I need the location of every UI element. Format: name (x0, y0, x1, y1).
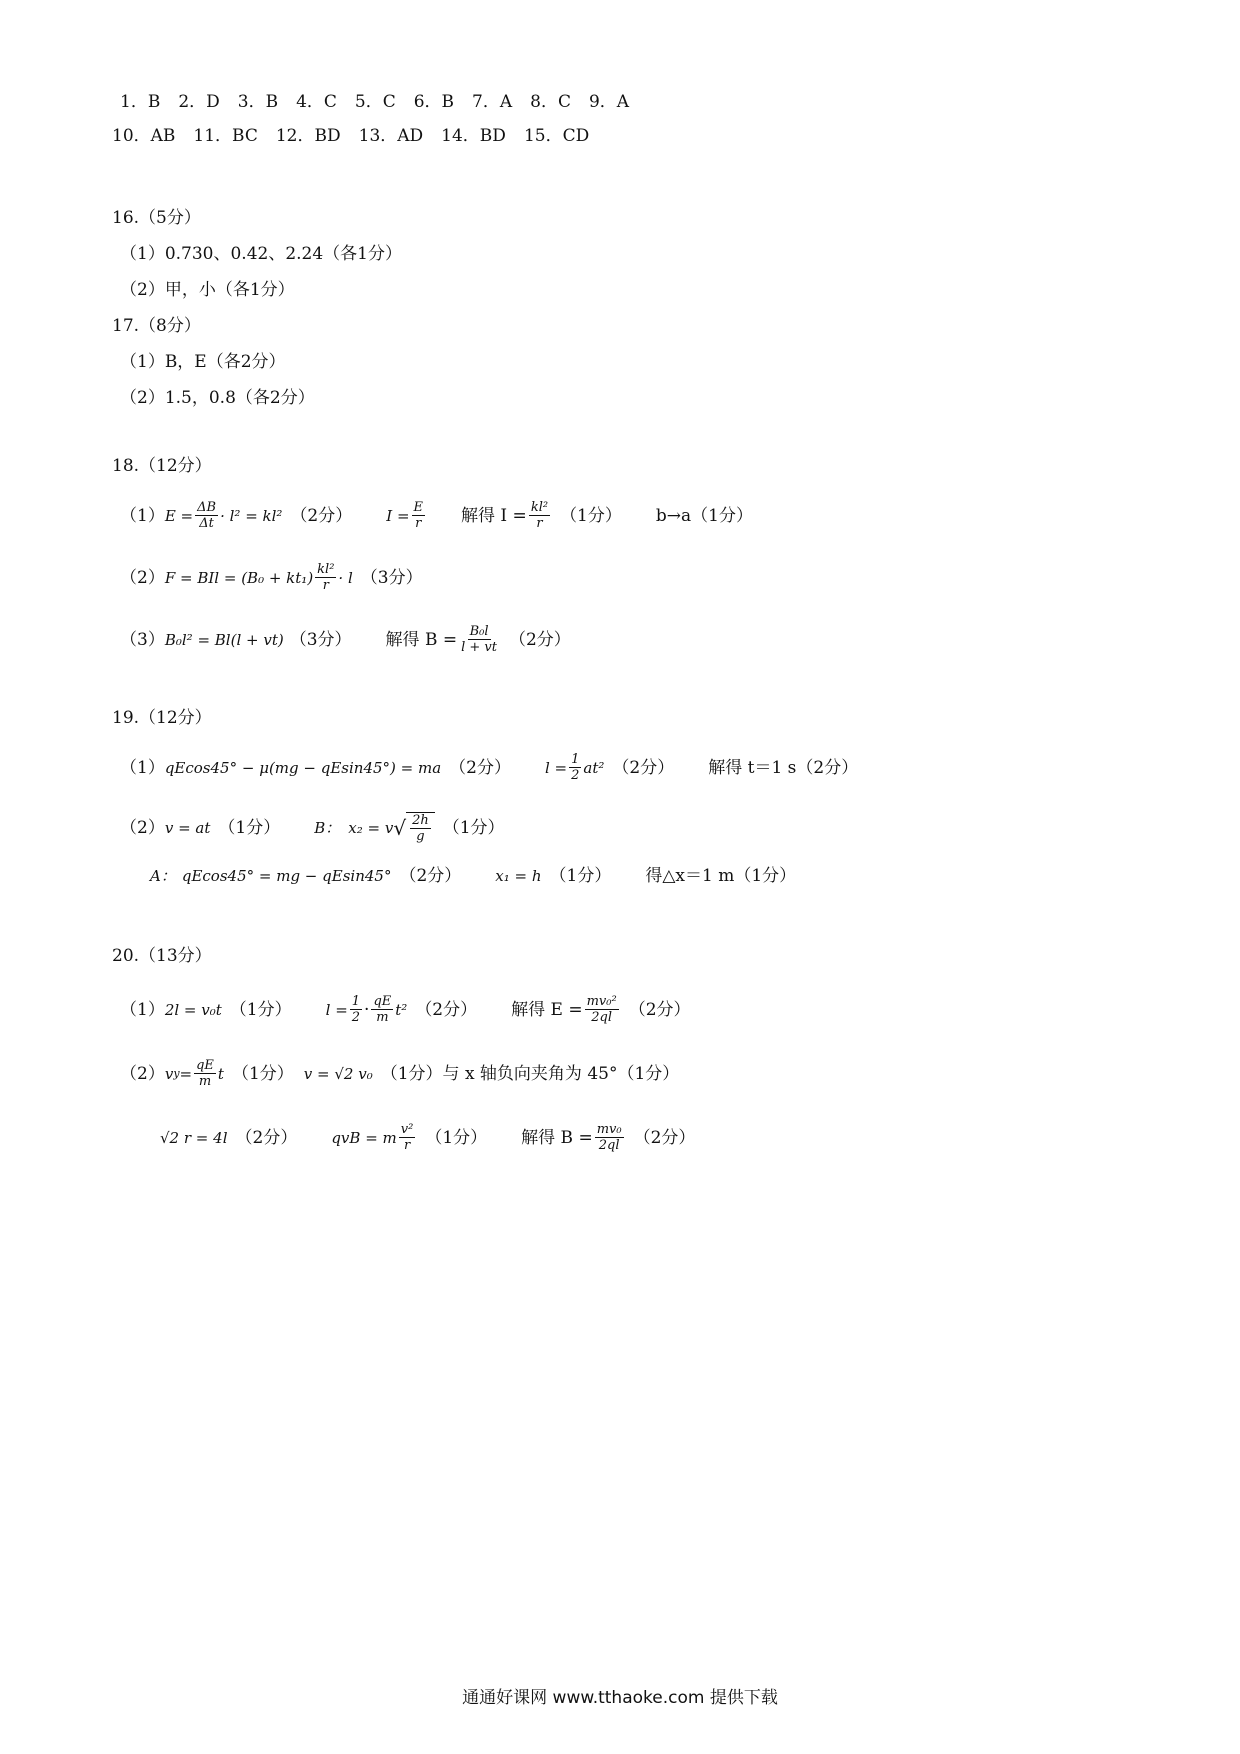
denominator: 2ql (591, 1010, 613, 1025)
part-label: （1） (120, 999, 165, 1020)
numerator: E (413, 500, 424, 515)
score: （1分） (231, 1063, 294, 1084)
score: （2分） (399, 866, 462, 886)
score: （1分） (560, 505, 622, 526)
equation: · l (338, 568, 353, 587)
part-label: （2） (120, 567, 165, 588)
equation: x₁ = h (495, 867, 542, 885)
mc-answer: 13．AD (358, 126, 424, 146)
q16-line-1: （1）0.730、0.42、2.24（各1分） (120, 244, 403, 264)
equation: 2l = v₀t (164, 1000, 222, 1019)
mc-answer: 5．C (354, 92, 396, 112)
denominator: g (416, 829, 425, 844)
mc-answer: 1．B (120, 92, 161, 112)
denominator: r (536, 516, 543, 531)
fraction (459, 624, 499, 655)
fraction (569, 752, 581, 783)
mc-row-2 (112, 124, 607, 148)
fraction (350, 994, 362, 1025)
denominator: 2 (351, 1010, 361, 1025)
current-direction: b→a（1分） (655, 505, 753, 526)
denominator: r (403, 1138, 411, 1153)
mc-answer: 12．BD (275, 126, 341, 146)
mc-answer: 8．C (530, 92, 571, 112)
denominator: m (376, 1010, 389, 1025)
q20-part-2 (120, 1058, 679, 1089)
equation: at² (583, 758, 605, 777)
score: （3分） (289, 629, 352, 650)
label-a: A： (150, 867, 176, 885)
mc-answer: 11．BC (193, 126, 258, 146)
part-label: （3） (120, 629, 165, 650)
mc-answer: 10．AB (112, 126, 176, 146)
part-label: （2） (120, 818, 165, 838)
q20-heading: 20.（13分） (112, 946, 212, 966)
numerator: kl² (317, 562, 335, 577)
equation: t² (395, 1000, 408, 1019)
equation: qEcos45° = mg − qEsin45° (181, 867, 392, 885)
score: （1分） (425, 1127, 488, 1148)
mc-answer: 14．BD (441, 126, 506, 146)
fraction (194, 1058, 216, 1089)
part-label: （1） (120, 757, 165, 778)
mc-answer: 3．B (237, 92, 279, 112)
score: （2分） (449, 757, 511, 778)
numerator: mv₀² (586, 994, 617, 1009)
score: （2分） (415, 999, 478, 1020)
mc-answer: 15．CD (523, 126, 590, 146)
score: （2分） (290, 505, 353, 526)
equation: E = (164, 506, 194, 525)
score: （3分） (360, 567, 423, 588)
q18-heading: 18.（12分） (112, 456, 212, 476)
score-and-angle: （1分）与 x 轴负向夹角为 45°（1分） (380, 1063, 680, 1084)
score: （2分） (612, 757, 675, 778)
equation: v = at (164, 819, 211, 837)
numerator: B₀l (469, 624, 489, 639)
label-b: B： (314, 819, 341, 837)
q19-part-2 (120, 812, 505, 844)
q18-part-2 (120, 562, 423, 593)
mc-answer: 4．C (296, 92, 337, 112)
fraction (399, 1122, 416, 1153)
part-label: （2） (120, 1063, 165, 1084)
score: （1分） (549, 866, 612, 886)
q19-part-1 (120, 752, 858, 783)
mc-answer: 7．A (472, 92, 513, 112)
solution-label: 解得 B = (385, 629, 458, 650)
fraction (410, 813, 431, 844)
score: （1分） (218, 818, 281, 838)
equation: x₂ = v (348, 819, 394, 837)
q19-heading: 19.（12分） (112, 708, 212, 728)
q20-part-2-line-2 (160, 1122, 695, 1153)
denominator: 2ql (598, 1138, 620, 1153)
fraction (595, 1122, 624, 1153)
solution-label: 解得 E = (511, 999, 583, 1020)
equation: v (164, 1064, 174, 1083)
fraction (195, 500, 218, 531)
equation: I = (386, 506, 410, 525)
numerator: qE (373, 994, 392, 1009)
q18-part-1 (120, 500, 753, 531)
fraction (412, 500, 426, 531)
equation: √2 r = 4l (160, 1128, 228, 1147)
q16-heading: 16.（5分） (112, 208, 201, 228)
page-footer: 通通好课网 www.tthaoke.com 提供下载 (462, 1688, 778, 1708)
equation: l = (325, 1000, 348, 1019)
score: （2分） (628, 999, 691, 1020)
score: （1分） (229, 999, 292, 1020)
q19-part-2-a (150, 864, 796, 888)
result: 得△x＝1 m（1分） (645, 866, 797, 886)
mc-row-1 (120, 90, 647, 114)
numerator: qE (196, 1058, 214, 1073)
solution: 解得 t＝1 s（2分） (708, 757, 859, 778)
numerator: ΔB (197, 500, 217, 515)
numerator: 1 (351, 994, 361, 1009)
fraction (585, 994, 619, 1025)
score: （2分） (633, 1127, 696, 1148)
denominator: m (198, 1074, 212, 1089)
mc-answer: 2．D (178, 92, 220, 112)
q17-heading: 17.（8分） (112, 316, 201, 336)
q20-part-1: （1） 2l = v₀t （1分） l = $\frac{1}{2}$ · $\frac{qE}{m}$ t² （2分） 解得 E = $\frac{\text{mv₀²}}{2ql}$ （2分） (120, 994, 691, 1025)
equation: t (217, 1064, 224, 1083)
denominator: Δt (199, 516, 214, 531)
score: （2分） (508, 629, 571, 650)
solution-label: 解得 B = (521, 1127, 593, 1148)
equation: qEcos45° − μ(mg − qEsin45°) = ma (164, 758, 442, 777)
denominator: r (322, 578, 329, 593)
equation: F = BIl = (B₀ + kt₁) (164, 568, 314, 587)
numerator: kl² (530, 500, 549, 515)
solution-label: 解得 I = (461, 505, 527, 526)
denominator: r (415, 516, 422, 531)
equation: B₀l² = Bl(l + vt) (164, 630, 284, 649)
fraction (315, 562, 336, 593)
equation: l = (544, 758, 568, 777)
score: （2分） (235, 1127, 298, 1148)
denominator: l + vt (461, 640, 497, 655)
equation: · l² = kl² (220, 506, 283, 525)
numerator: 1 (571, 752, 580, 767)
q18-part-3 (120, 624, 571, 655)
denominator: 2 (571, 768, 580, 783)
fraction (371, 994, 393, 1025)
subscript: y (173, 1066, 180, 1080)
q17-line-1: （1）B，E（各2分） (120, 352, 286, 372)
fraction (529, 500, 550, 531)
square-root: √ $\frac{2h}{g}$ (393, 812, 434, 844)
q17-line-2: （2）1.5，0.8（各2分） (120, 388, 315, 408)
score: （1分） (442, 818, 505, 838)
part-label: （1） (120, 505, 165, 526)
mc-answer: 9．A (588, 92, 630, 112)
numerator: v² (400, 1122, 414, 1137)
equation: v = √2 v₀ (303, 1064, 373, 1083)
numerator: 2h (412, 813, 429, 828)
mc-answer: 6．B (413, 92, 455, 112)
numerator: mv₀ (596, 1122, 622, 1137)
equation: qvB = m (331, 1128, 397, 1147)
q16-line-2: （2）甲，小（各1分） (120, 280, 295, 300)
equation: = (179, 1064, 193, 1083)
